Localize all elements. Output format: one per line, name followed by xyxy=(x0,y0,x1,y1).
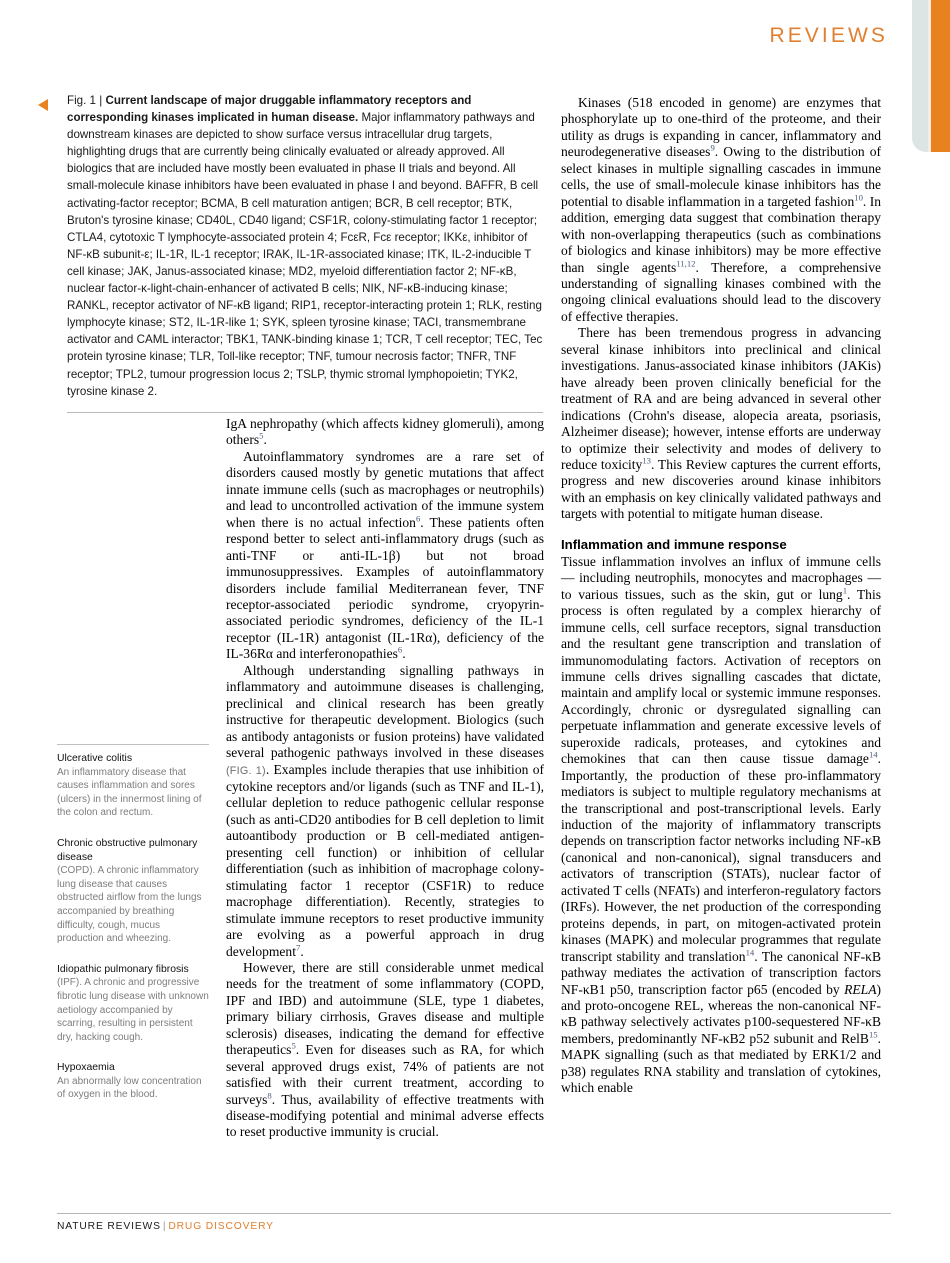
text-run: Autoinflammatory syndromes are a rare set of disorders caused mostly by genetic mutations that affect innate immune cells (such as macrophages or neutrophils) and lead to uncontrolled activation of the immune system when there is no actual infection xyxy=(226,448,544,530)
section-heading: Inflammation and immune response xyxy=(561,536,787,552)
text-run: . Importantly, the production of these pro-inflammatory mediators is subject to multiple regulatory mechanisms at the transcriptional and post-transcriptional levels. Early induction of the majority of inflammatory transcripts depends on transcription factor networks including NF-κB (canonical and non-canonical), signal transducers and activators of transcription (STATs), nuclear factor of activated T cells (NFATs) and interferon-regulatory factors (IRFs). However, the net production of the corresponding proteins depends, in part, on mitogen-activated protein kinases (MAPK) and molecular programmes that regulate transcript stability and translation xyxy=(561,751,881,964)
text-run: . The canonical NF-κB pathway mediates the activation of transcription factors NF-κB1 p50, transcription factor p65 (encoded by xyxy=(561,948,882,997)
ref-marker: 5 xyxy=(291,1040,296,1051)
text-run: . Therefore, a comprehensive understanding of signalling kinases combined with the ongoing clinical evaluations should lead to the discovery of effective therapies. xyxy=(561,259,881,324)
text-run: However, there are still considerable unmet medical needs for the treatment of some inflammatory (COPD, IPF and IBD) and autoimmune (SLE, type 1 diabetes, primary biliary cirrhosis, Graves disease and multiple sclerosis) diseases, indicating the demand for effective therapeutics xyxy=(226,959,544,1058)
ref-marker: 1 xyxy=(842,585,848,596)
ref-marker: 6 xyxy=(415,513,421,524)
text-run: Kinases (518 encoded in genome) are enzymes that phosphorylate up to one-third of the proteome, and their utility as drugs is expanding in cancer, inflammatory and neurodegenerative diseases xyxy=(561,95,881,160)
page-edge-tab xyxy=(912,0,950,152)
ref-marker: 11,12 xyxy=(676,258,696,269)
ref-marker: 15 xyxy=(868,1029,878,1040)
ref-marker: 9 xyxy=(710,142,715,153)
glossary-item xyxy=(57,837,209,946)
paragraph xyxy=(226,449,544,663)
ref-marker: 14 xyxy=(745,947,755,958)
ref-marker: 6 xyxy=(397,644,403,655)
glossary-definition: An inflammatory disease that causes inflammation and sores (ulcers) in the innermost lining of the colon and rectum. xyxy=(57,766,202,819)
text-run: Tissue inflammation involves an influx of immune cells — including neutrophils, monocytes and macrophages — to various tissues, such as the skin, gut or lung xyxy=(561,553,881,602)
paragraph xyxy=(561,554,881,1097)
figure-cross-reference[interactable]: (FIG. 1) xyxy=(226,764,266,777)
glossary-term: Ulcerative colitis xyxy=(57,753,133,764)
text-run: . This Review captures the current efforts, progress and new discoveries around kinase inhibitors with an emphasis on key clinically validated pathways and targets with potential to mitigate human disease. xyxy=(561,456,882,522)
glossary-top-rule xyxy=(57,744,209,745)
edge-tab-orange-band xyxy=(931,0,950,152)
text-run: . Thus, availability of effective treatments with disease-modifying potential and minimal adverse effects to reset productive immunity is crucial. xyxy=(226,1091,544,1140)
text-run: . xyxy=(402,646,406,662)
glossary-definition: (IPF). A chronic and progressive fibrotic lung disease with unknown aetiology accompanied by scarring, resulting in persistent dry, hacking cough. xyxy=(57,977,209,1043)
gene-symbol: RELA xyxy=(844,981,877,997)
text-run: . These patients often respond better to select anti-inflammatory drugs (such as anti-TNF or anti-IL-1β) but not broad immunosuppressives. Examples of autoinflammatory disorders include familial Mediterranean fever, TNF receptor-associated periodic syndrome, cryopyrin-associated periodic syndromes, deficiency of the IL-1 receptor (IL-1R) antagonist (IL-1Rα), deficiency of the IL-36Rα and interferonopathies xyxy=(226,514,544,662)
text-run: . xyxy=(263,432,267,448)
body-column-left xyxy=(226,416,544,1141)
text-run: Although understanding signalling pathways in inflammatory and autoimmune diseases is challenging, preclinical and clinical research has been greatly instructive for therapeutic development. Biologics (such as antibody antagonists or fusion proteins) have validated several pathogenic pathways involved in these diseases xyxy=(226,662,544,761)
glossary-definition: An abnormally low concentration of oxygen in the blood. xyxy=(57,1075,202,1101)
body-column-right xyxy=(561,95,881,1097)
ref-marker: 7 xyxy=(295,941,301,952)
text-run: . Even for diseases such as RA, for which several approved drugs exist, 74% of patients are not satisfied with their current treatment, according to surveys xyxy=(226,1042,544,1107)
running-head: REVIEWS xyxy=(769,24,888,47)
left-triangle-icon xyxy=(38,99,48,111)
text-run: . Examples include therapies that use inhibition of cytokine receptors and/or ligands (such as TNF and IL-1), cellular depletion to reduce pathogenic cellular response (such as anti-CD20 antibodies for B cell depletion to limit autoantibody production or B cell-mediated antigen-presenting cell function) or inhibition of cellular differentiation (such as inhibition of macrophage colony-stimulating factor 1 receptor (CSF1R) to reduce macrophage differentiation). Recently, strategies to stimulate immune receptors to reset productive immunity are evolving as a powerful approach in drug development xyxy=(226,761,544,959)
figure-caption-rule xyxy=(67,412,543,413)
paragraph xyxy=(226,960,544,1141)
glossary-term: Idiopathic pulmonary fibrosis xyxy=(57,963,189,975)
text-run: . MAPK signalling (such as that mediated by ERK1/2 and p38) regulates RNA stability and translation of cytokines, which enable xyxy=(561,1030,881,1096)
text-run: There has been tremendous progress in advancing several kinase inhibitors into preclinical and clinical investigations. Janus-associated kinase inhibitors (JAKis) have already been proven clinically beneficial for the treatment of RA and are being advanced in several other indications (Crohn's disease, alopecia areata, psoriasis, Alzheimer disease); however, intense efforts are underway to optimize their selectivity and modes of delivery to reduce toxicity xyxy=(561,325,881,472)
figure-caption-block xyxy=(38,92,543,413)
glossary-item xyxy=(57,963,209,1045)
text-run: . Owing to the distribution of select kinases in multiple signalling cascades in immune cells, the use of small-molecule kinase inhibitors has the potential to disable inflammation in a targeted fashion xyxy=(561,144,881,209)
text-run: . In addition, emerging data suggest that combination therapy with non-overlapping therapeutics (such as combinations of biologics and kinase inhibitors) may be more effective than single agents xyxy=(561,193,882,275)
ref-marker: 10 xyxy=(854,192,863,203)
page-footer xyxy=(57,1221,274,1232)
glossary-sidebar xyxy=(57,752,209,1119)
paragraph xyxy=(226,416,544,449)
glossary-definition: (COPD). A chronic inflammatory lung disease that causes obstructed airflow from the lungs accompanied by breathing difficulty, cough, mucus production and wheezing. xyxy=(57,865,202,945)
ref-marker: 13 xyxy=(642,455,651,466)
glossary-item xyxy=(57,752,209,820)
footer-section: DRUG DISCOVERY xyxy=(168,1221,274,1232)
footer-journal: NATURE REVIEWS xyxy=(57,1221,161,1232)
figure-title: Current landscape of major druggable inflammatory receptors and corresponding kinases implicated in human disease. xyxy=(67,94,472,125)
footer-separator: | xyxy=(162,1221,167,1232)
ref-marker: 5 xyxy=(259,430,264,441)
figure-caption-text xyxy=(67,92,543,400)
edge-tab-grey-band xyxy=(912,0,928,152)
footer-rule xyxy=(57,1213,891,1214)
figure-body: Major inflammatory pathways and downstream kinases are depicted to show surface versus intracellular drug targets, highlighting drugs that are currently being clinically evaluated or already approved. All biologics that are included have mostly been evaluated in phase II trials and beyond. All small-molecule kinase inhibitors have been evaluated in phase I and beyond. BAFFR, B cell activating-factor receptor; BCMA, B cell maturation antigen; BCR, B cell receptor; BTK, Bruton's tyrosine kinase; CD40L, CD40 ligand; CSF1R, colony-stimulating factor 1 receptor; CTLA4, cytotoxic T lymphocyte-associated protein 4; FcεR, Fcε receptor; IKKε, inhibitor of NF-κB subunit-ε; IL-1R, IL-1 receptor; IRAK, IL-1R-associated kinase; ITK, IL-2-inducible T cell kinase; JAK, Janus-associated kinase; MD2, myeloid differentiation factor 2; NF-κB, nuclear factor-κ-light-chain-enhancer of activated B cells; NIK, NF-κB-inducing kinase; RANKL, receptor activator of NF-κB ligand; RIP1, receptor-interacting protein 1; RLK, resting lymphocyte kinase; ST2, IL-1R-like 1; SYK, spleen tyrosine kinase; TACI, transmembrane activator and CAML interactor; TBK1, TANK-binding kinase 1; TCR, T cell receptor; TEC, Tec protein tyrosine kinase; TLR, Toll-like receptor; TNF, tumour necrosis factor; TNFR, TNF receptor; TPL2, tumour progression locus 2; TSLP, thymic stromal lymphopoietin; TYK2, tyrosine kinase 2. xyxy=(67,111,543,398)
ref-marker: 8 xyxy=(267,1090,272,1101)
text-run: . This process is often regulated by a complex hierarchy of immune cells, cell surface receptors, signal transduction and the resultant gene transcription and translation of immunomodulating factors. Activation of receptors on immune cells drives signalling cascades that dictate, maintain and amplify local or systemic immune responses. Accordingly, chronic or dysregulated signalling can perpetuate inflammation and generate excessive levels of superoxide radicals, proteases, and cytokines and chemokines that can then cause tissue damage xyxy=(561,586,881,767)
glossary-item xyxy=(57,1061,209,1102)
paragraph xyxy=(561,95,881,325)
paragraph xyxy=(561,325,881,522)
figure-label: Fig. 1 | xyxy=(67,94,106,107)
glossary-term: Chronic obstructive pulmonary disease xyxy=(57,837,198,863)
text-run: ) and proto-oncogene REL, whereas the non-canonical NF-κB pathway selectively activates p100-sequestered NF-κB members, predominantly NF-κB2 p52 subunit and RelB xyxy=(561,981,881,1046)
ref-marker: 14 xyxy=(868,749,878,760)
paragraph xyxy=(226,663,544,960)
text-run: IgA nephropathy (which affects kidney glomeruli), among others xyxy=(226,416,544,448)
text-run: . xyxy=(300,943,304,959)
glossary-term: Hypoxaemia xyxy=(57,1062,115,1074)
